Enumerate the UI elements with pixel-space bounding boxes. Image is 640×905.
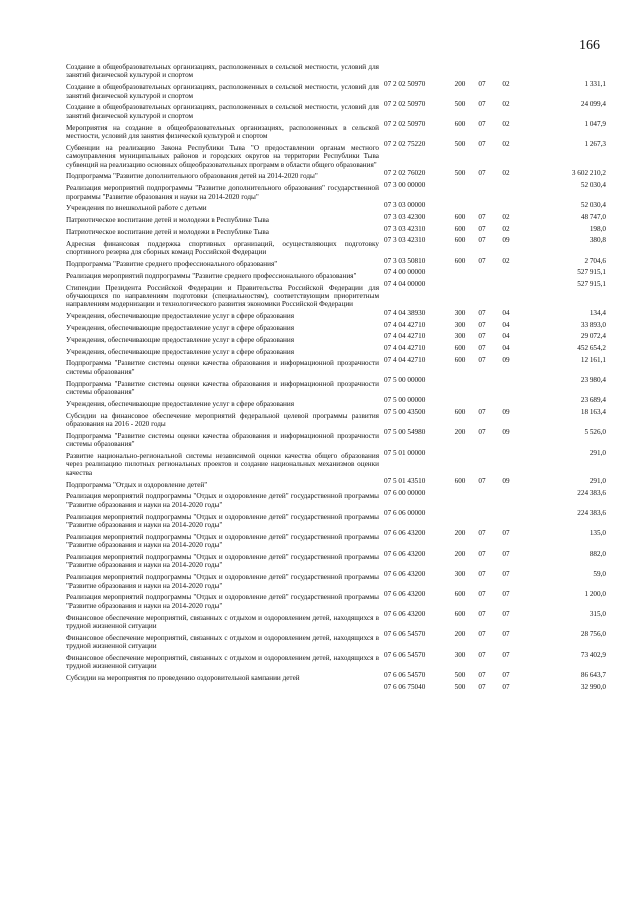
- row-name: Учреждения, обеспечивающие предоставление услуг в сфере образования: [66, 324, 295, 333]
- row-name: Патриотическое воспитание детей и молодежи в Республике Тыва: [66, 228, 269, 237]
- row-expense-type: 600: [454, 236, 466, 245]
- table-row: [66, 674, 606, 691]
- table-row: [66, 63, 606, 88]
- row-section: 07: [478, 79, 486, 88]
- row-amount: 23 980,4: [580, 376, 606, 385]
- row-name: Финансовое обеспечение мероприятий, связанных с отдыхом и оздоровлением детей, находящихся в трудной жизненной ситуации: [66, 613, 379, 631]
- row-expense-type: 300: [454, 569, 466, 578]
- table-row: [66, 172, 606, 189]
- row-expense-type: 300: [454, 650, 466, 659]
- row-subsection: 07: [502, 569, 510, 578]
- row-code: 07 4 04 42710: [384, 332, 426, 341]
- table-row: [66, 228, 606, 245]
- row-subsection: 09: [502, 408, 510, 417]
- row-expense-type: 600: [454, 477, 466, 486]
- row-code: 07 6 00 00000: [384, 489, 426, 498]
- row-name: Учреждения, обеспечивающие предоставление услуг в сфере образования: [66, 347, 295, 356]
- row-expense-type: 600: [454, 356, 466, 365]
- row-subsection: 02: [502, 79, 510, 88]
- row-amount: 224 383,6: [577, 489, 606, 498]
- row-name: Реализация мероприятий подпрограммы "Отдых и оздоровление детей" государственной программы "Развитие образования и науки на 2014-2020 годы": [66, 512, 379, 530]
- row-amount: 2 704,6: [584, 256, 606, 265]
- row-expense-type: 500: [454, 682, 466, 691]
- row-amount: 527 915,1: [577, 280, 606, 289]
- table-row: [66, 411, 606, 437]
- row-amount: 3 602 210,2: [571, 169, 606, 178]
- row-amount: 1 200,0: [584, 590, 606, 599]
- row-code: 07 6 06 75040: [384, 682, 426, 691]
- row-name: Реализация мероприятий подпрограммы "Отдых и оздоровление детей" государственной программы "Развитие образования и науки на 2014-2020 годы": [66, 553, 379, 570]
- row-amount: 1 047,9: [584, 120, 606, 129]
- row-section: 07: [478, 100, 486, 109]
- row-amount: 380,8: [589, 236, 606, 245]
- row-amount: 291,0: [589, 477, 606, 486]
- row-code: 07 3 03 42310: [384, 236, 426, 245]
- row-amount: 882,0: [589, 549, 606, 558]
- row-section: 07: [478, 590, 486, 599]
- row-subsection: 04: [502, 320, 510, 329]
- row-name: Реализация мероприятий подпрограммы "Отдых и оздоровление детей" государственной программы "Развитие образования и науки на 2014-2020 годы": [66, 573, 379, 590]
- row-name: Учреждения, обеспечивающие предоставление услуг в сфере образования: [66, 312, 295, 321]
- row-name: Подпрограмма "Развитие системы оценки качества образования и информационной прозрачности системы образования": [66, 431, 379, 449]
- row-amount: 527 915,1: [577, 268, 606, 277]
- row-amount: 18 163,4: [580, 408, 606, 417]
- table-row: [66, 271, 606, 289]
- table-row: [66, 573, 606, 599]
- row-amount: 52 030,4: [580, 201, 606, 210]
- row-name: Учреждения, обеспечивающие предоставление услуг в сфере образования: [66, 335, 295, 344]
- row-expense-type: 200: [454, 79, 466, 88]
- row-name: Учреждения по внешкольной работе с детьми: [66, 204, 207, 213]
- row-section: 07: [478, 344, 486, 353]
- row-name: Финансовое обеспечение мероприятий, связанных с отдыхом и оздоровлением детей, находящихся в трудной жизненной ситуации: [66, 654, 379, 671]
- row-name: Реализация мероприятий подпрограммы "Отдых и оздоровление детей" государственной программы "Развитие образования и науки на 2014-2020 годы": [66, 593, 379, 610]
- row-code: 07 6 06 43200: [384, 529, 426, 538]
- table-row: [66, 123, 606, 149]
- row-subsection: 02: [502, 120, 510, 129]
- table-row: [66, 399, 606, 417]
- row-name: Реализация мероприятий подпрограммы "Развитие дополнительного образования" государственной программы "Развитие образования и науки на 2014-2020 годы": [66, 184, 379, 201]
- row-code: 07 6 06 43200: [384, 569, 426, 578]
- row-name: Стипендии Президента Российской Федерации и Правительства Российской Федерации для обучающихся по направлениям подготовки (специальностям), соответствующим приоритетным направлениям модернизации и технологического развития экономики Российской Федерации: [66, 283, 379, 309]
- row-section: 07: [478, 650, 486, 659]
- row-subsection: 07: [502, 682, 510, 691]
- table-row: [66, 633, 606, 659]
- row-section: 07: [478, 670, 486, 679]
- row-expense-type: 200: [454, 549, 466, 558]
- row-subsection: 04: [502, 308, 510, 317]
- row-amount: 32 990,0: [580, 682, 606, 691]
- row-section: 07: [478, 236, 486, 245]
- row-expense-type: 500: [454, 169, 466, 178]
- row-section: 07: [478, 630, 486, 639]
- row-section: 07: [478, 120, 486, 129]
- row-amount: 24 099,4: [580, 100, 606, 109]
- row-code: 07 5 00 00000: [384, 396, 426, 405]
- row-amount: 1 267,3: [584, 140, 606, 149]
- row-name: Подпрограмма "Отдых и оздоровление детей": [66, 480, 208, 489]
- row-section: 07: [478, 428, 486, 437]
- row-subsection: 07: [502, 529, 510, 538]
- budget-table: [66, 63, 606, 691]
- row-expense-type: 200: [454, 529, 466, 538]
- row-code: 07 3 03 00000: [384, 201, 426, 210]
- table-row: [66, 216, 606, 233]
- row-amount: 59,0: [593, 569, 606, 578]
- row-expense-type: 600: [454, 224, 466, 233]
- row-name: Создание в общеобразовательных организациях, расположенных в сельской местности, условий для занятий физической культурой и спортом: [66, 103, 379, 120]
- table-row: [66, 593, 606, 619]
- row-subsection: 07: [502, 610, 510, 619]
- row-code: 07 2 02 75220: [384, 140, 426, 149]
- row-expense-type: 300: [454, 332, 466, 341]
- row-code: 07 6 06 00000: [384, 509, 426, 518]
- table-row: [66, 532, 606, 558]
- row-name: Субсидии на финансовое обеспечение мероприятий федеральной целевой программы развития образования на 2016 - 2020 годы: [66, 411, 379, 429]
- row-name: Подпрограмма "Развитие дополнительного образования детей на 2014-2020 годы": [66, 172, 318, 181]
- row-code: 07 6 06 43200: [384, 549, 426, 558]
- row-name: Развитие национально-региональной системы независимой оценки качества общего образования через реализацию пилотных региональных проектов и создание национальных механизмов оценки качества: [66, 452, 379, 477]
- row-name: Подпрограмма "Развитие системы оценки качества образования и информационной прозрачности системы образования": [66, 359, 379, 376]
- row-amount: 48 747,0: [580, 212, 606, 221]
- row-section: 07: [478, 212, 486, 221]
- row-amount: 23 689,4: [580, 396, 606, 405]
- row-section: 07: [478, 529, 486, 538]
- row-expense-type: 600: [454, 212, 466, 221]
- row-code: 07 5 01 00000: [384, 448, 426, 457]
- row-expense-type: 200: [454, 630, 466, 639]
- row-subsection: 07: [502, 549, 510, 558]
- row-section: 07: [478, 308, 486, 317]
- row-code: 07 6 06 54570: [384, 670, 426, 679]
- table-row: [66, 431, 606, 457]
- row-code: 07 6 06 43200: [384, 590, 426, 599]
- row-code: 07 3 00 00000: [384, 180, 426, 189]
- row-subsection: 04: [502, 332, 510, 341]
- row-name: Патриотическое воспитание детей и молодежи в Республике Тыва: [66, 216, 269, 225]
- row-code: 07 4 04 38930: [384, 308, 426, 317]
- row-section: 07: [478, 320, 486, 329]
- row-code: 07 5 00 43500: [384, 408, 426, 417]
- table-row: [66, 512, 606, 538]
- row-subsection: 09: [502, 428, 510, 437]
- row-subsection: 02: [502, 140, 510, 149]
- row-amount: 73 402,9: [580, 650, 606, 659]
- row-expense-type: 600: [454, 344, 466, 353]
- row-name: Реализация мероприятий подпрограммы "Отдых и оздоровление детей" государственной программы "Развитие образования и науки на 2014-2020 годы": [66, 532, 379, 550]
- table-row: [66, 335, 606, 353]
- row-code: 07 4 04 00000: [384, 280, 426, 289]
- row-amount: 52 030,4: [580, 180, 606, 189]
- row-code: 07 6 06 54570: [384, 630, 426, 639]
- row-name: Создание в общеобразовательных организациях, расположенных в сельской местности, условий для занятий физической культурой и спортом: [66, 63, 379, 80]
- row-expense-type: 600: [454, 408, 466, 417]
- row-code: 07 5 00 00000: [384, 376, 426, 385]
- row-name: Финансовое обеспечение мероприятий, связанных с отдыхом и оздоровлением детей, находящихся в трудной жизненной ситуации: [66, 633, 379, 651]
- row-subsection: 09: [502, 236, 510, 245]
- row-amount: 452 654,2: [577, 344, 606, 353]
- table-row: [66, 103, 606, 129]
- row-amount: 135,0: [589, 529, 606, 538]
- table-row: [66, 480, 606, 498]
- row-code: 07 2 02 50970: [384, 79, 426, 88]
- row-section: 07: [478, 332, 486, 341]
- row-expense-type: 600: [454, 120, 466, 129]
- row-amount: 198,0: [589, 224, 606, 233]
- row-name: Подпрограмма "Развитие среднего профессионального образования": [66, 260, 278, 269]
- row-name: Реализация мероприятий подпрограммы "Развитие среднего профессионального образования": [66, 271, 357, 280]
- row-code: 07 4 04 42710: [384, 356, 426, 365]
- row-code: 07 4 00 00000: [384, 268, 426, 277]
- row-code: 07 2 02 50970: [384, 120, 426, 129]
- row-expense-type: 600: [454, 256, 466, 265]
- row-section: 07: [478, 610, 486, 619]
- row-subsection: 04: [502, 344, 510, 353]
- table-row: [66, 347, 606, 365]
- row-subsection: 07: [502, 670, 510, 679]
- table-row: [66, 553, 606, 578]
- row-subsection: 02: [502, 212, 510, 221]
- row-section: 07: [478, 549, 486, 558]
- row-expense-type: 600: [454, 590, 466, 599]
- row-subsection: 07: [502, 630, 510, 639]
- row-name: Субсидии на мероприятия по проведению оздоровительной кампании детей: [66, 674, 300, 683]
- row-section: 07: [478, 682, 486, 691]
- row-amount: 5 526,0: [584, 428, 606, 437]
- row-name: Подпрограмма "Развитие системы оценки качества образования и информационной прозрачности системы образования": [66, 379, 379, 397]
- row-name: Мероприятия на создание в общеобразовательных организациях, расположенных в сельской местности, условий для занятия физической культурой и спортом: [66, 123, 379, 141]
- table-row: [66, 613, 606, 639]
- row-name: Реализация мероприятий подпрограммы "Отдых и оздоровление детей" государственной программы "Развитие образования и науки на 2014-2020 годы": [66, 492, 379, 509]
- row-subsection: 02: [502, 224, 510, 233]
- row-amount: 315,0: [589, 610, 606, 619]
- row-code: 07 3 03 42310: [384, 224, 426, 233]
- row-subsection: 02: [502, 169, 510, 178]
- row-code: 07 4 04 42710: [384, 344, 426, 353]
- row-section: 07: [478, 169, 486, 178]
- row-expense-type: 500: [454, 140, 466, 149]
- row-name: Адресная финансовая поддержка спортивных организаций, осуществляющих подготовку спортивного резерва для сборных команд Российской Федерации: [66, 239, 379, 257]
- row-amount: 291,0: [589, 448, 606, 457]
- row-subsection: 07: [502, 650, 510, 659]
- row-amount: 29 072,4: [580, 332, 606, 341]
- row-amount: 12 161,1: [580, 356, 606, 365]
- row-amount: 134,4: [589, 308, 606, 317]
- row-amount: 86 643,7: [580, 670, 606, 679]
- row-section: 07: [478, 356, 486, 365]
- row-expense-type: 200: [454, 428, 466, 437]
- row-expense-type: 600: [454, 610, 466, 619]
- row-amount: 1 331,1: [584, 79, 606, 88]
- row-subsection: 02: [502, 100, 510, 109]
- row-code: 07 2 02 50970: [384, 100, 426, 109]
- row-name: Учреждения, обеспечивающие предоставление услуг в сфере образования: [66, 399, 295, 408]
- row-section: 07: [478, 408, 486, 417]
- row-amount: 33 893,0: [580, 320, 606, 329]
- row-amount: 28 756,0: [580, 630, 606, 639]
- row-code: 07 4 04 42710: [384, 320, 426, 329]
- row-subsection: 07: [502, 590, 510, 599]
- row-expense-type: 300: [454, 320, 466, 329]
- row-name: Создание в общеобразовательных организациях, расположенных в сельской местности, условий для занятий физической культурой и спортом: [66, 83, 379, 100]
- row-code: 07 5 01 43510: [384, 477, 426, 486]
- row-code: 07 6 06 54570: [384, 650, 426, 659]
- row-section: 07: [478, 224, 486, 233]
- row-code: 07 3 03 42300: [384, 212, 426, 221]
- row-section: 07: [478, 256, 486, 265]
- table-row: [66, 83, 606, 109]
- table-row: [66, 312, 606, 329]
- row-subsection: 09: [502, 477, 510, 486]
- row-section: 07: [478, 140, 486, 149]
- row-code: 07 3 03 50810: [384, 256, 426, 265]
- row-code: 07 6 06 43200: [384, 610, 426, 619]
- table-row: [66, 324, 606, 341]
- row-section: 07: [478, 477, 486, 486]
- row-subsection: 02: [502, 256, 510, 265]
- table-row: [66, 359, 606, 385]
- row-section: 07: [478, 569, 486, 578]
- row-expense-type: 300: [454, 308, 466, 317]
- row-amount: 224 383,6: [577, 509, 606, 518]
- row-subsection: 09: [502, 356, 510, 365]
- row-code: 07 5 00 54980: [384, 428, 426, 437]
- row-expense-type: 500: [454, 670, 466, 679]
- table-row: [66, 492, 606, 518]
- page-number: 166: [579, 38, 600, 53]
- row-name: Субвенции на реализацию Закона Республики Тыва "О предоставлении органам местного самоуправления муниципальных районов и городских округов на территории Республики Тыва субвенций на реализацию основных общеобразовательных программ в области общего образования": [66, 143, 379, 169]
- row-expense-type: 500: [454, 100, 466, 109]
- row-code: 07 2 02 76020: [384, 169, 426, 178]
